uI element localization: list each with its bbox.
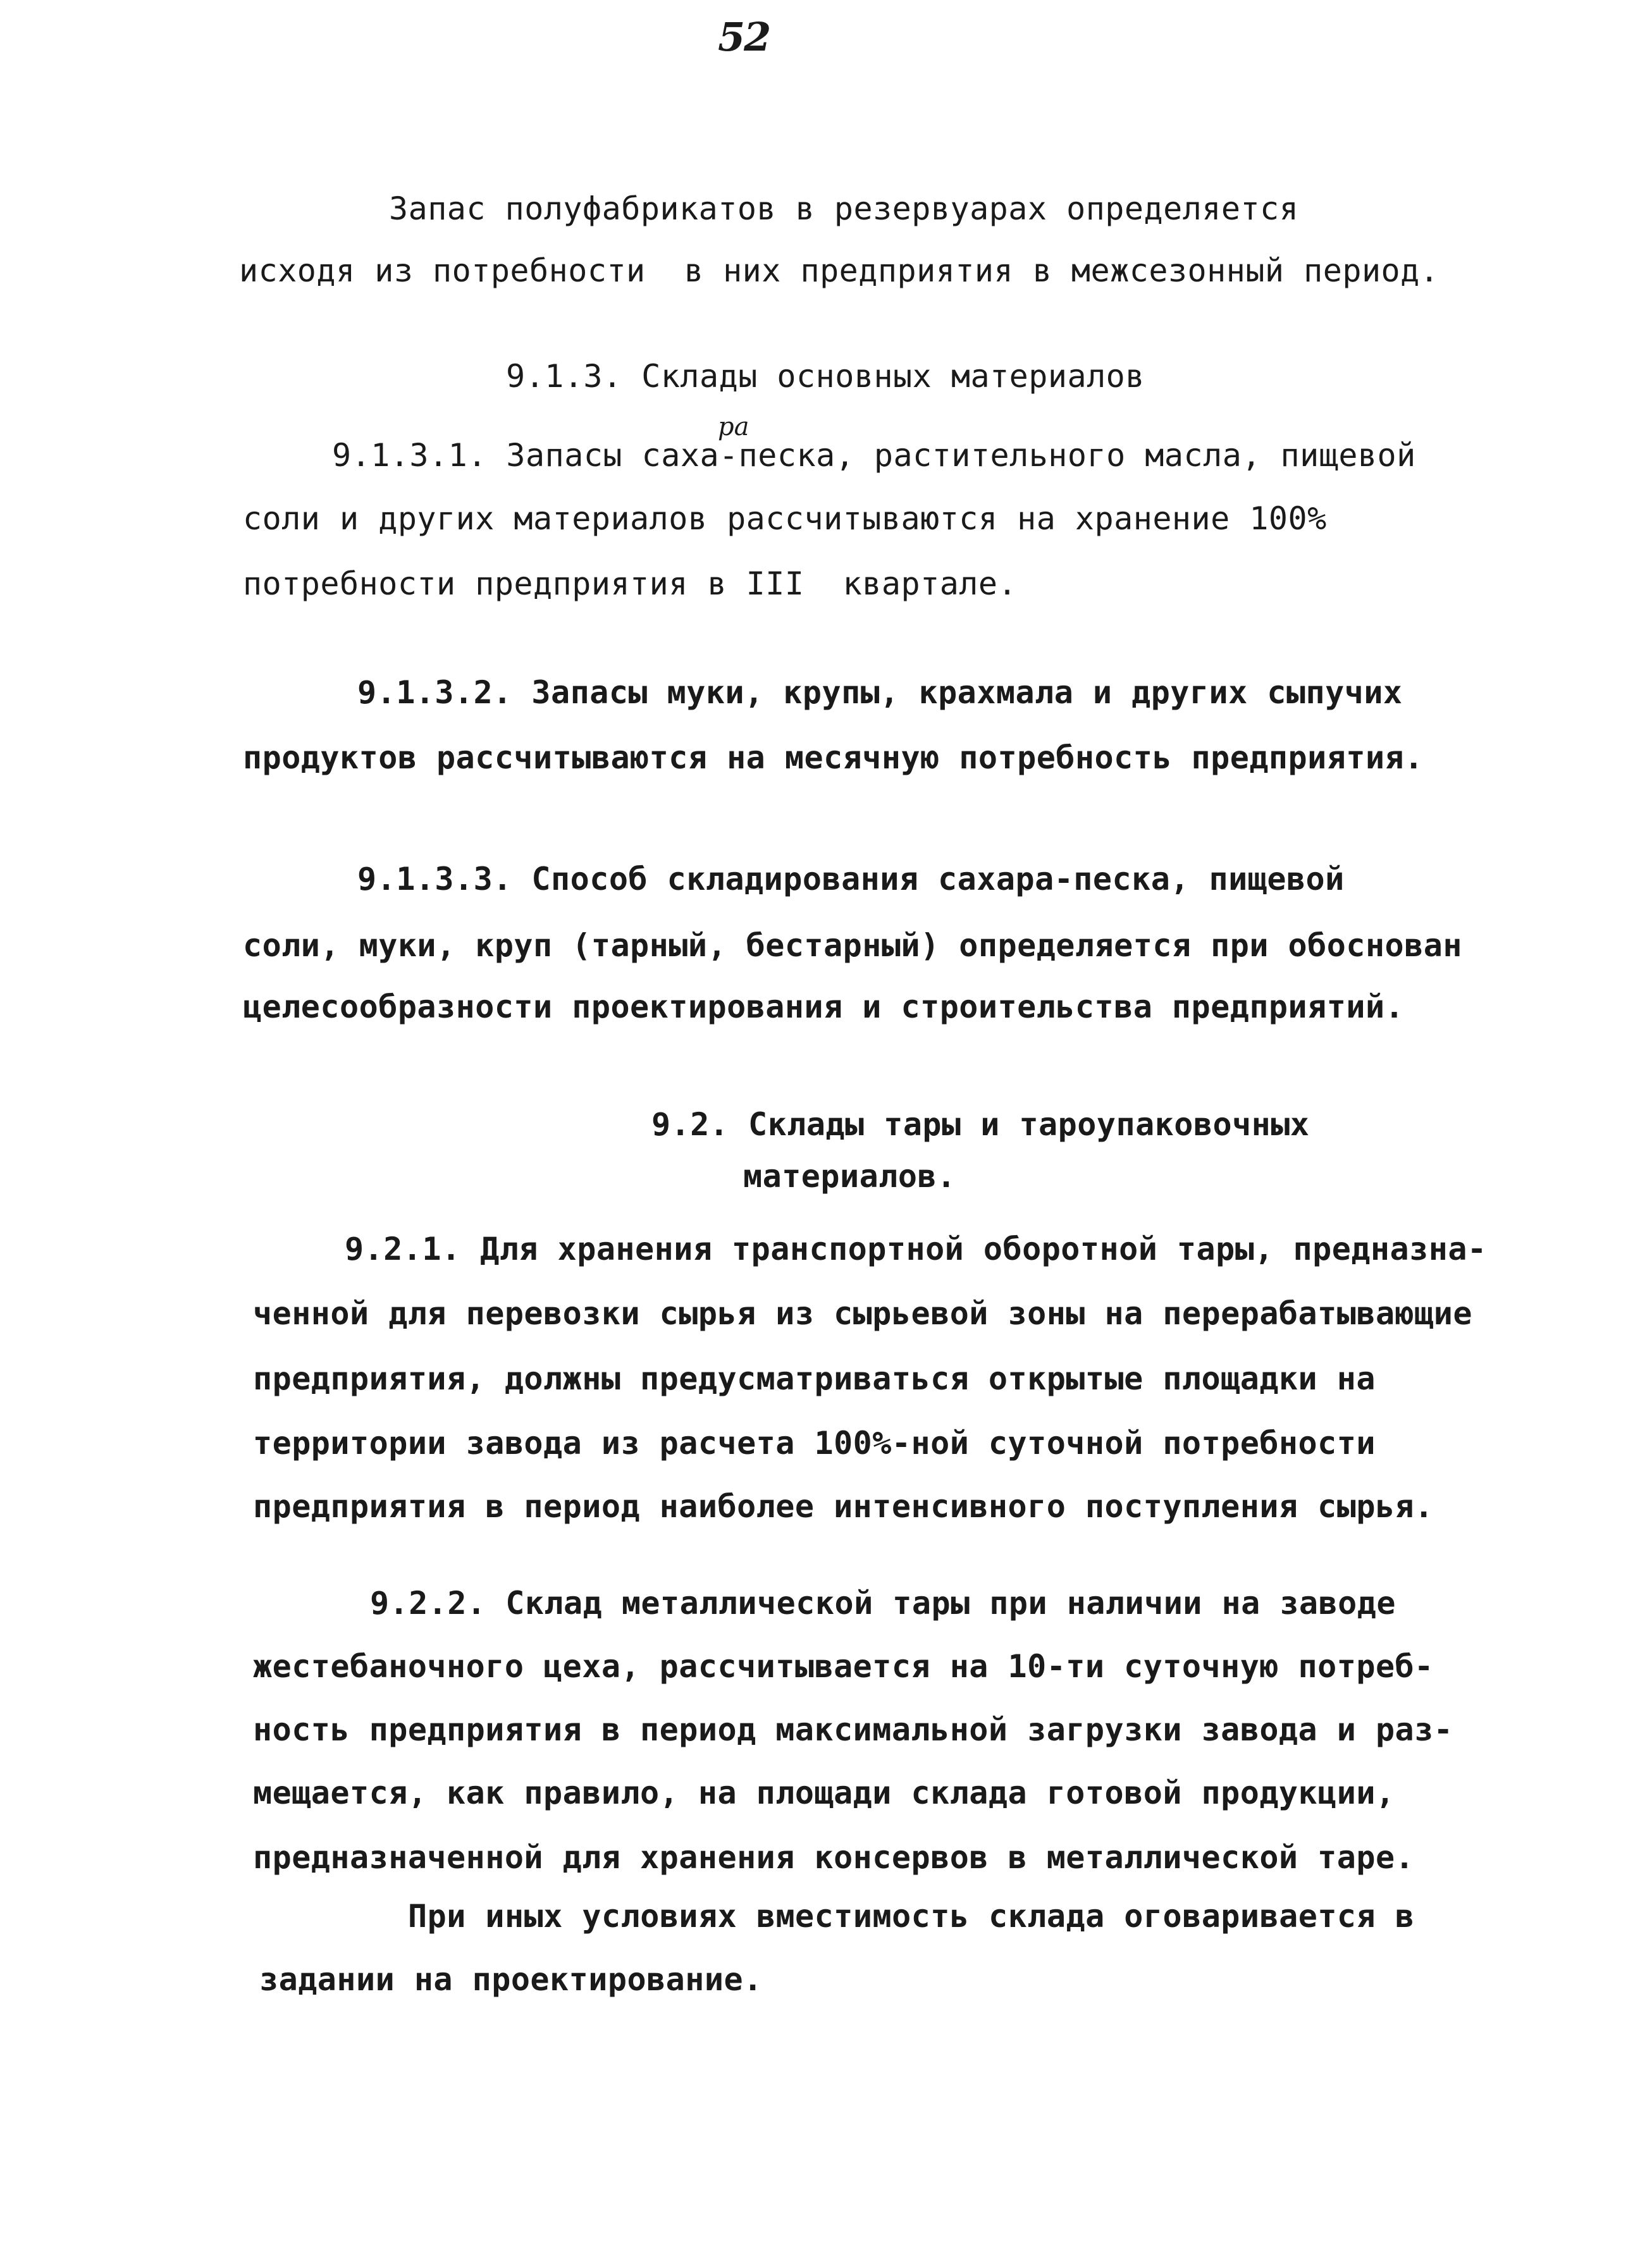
handwritten-insert: ра: [718, 412, 749, 441]
paragraph-line: предприятия, должны предусматриваться открытые площадки на: [253, 1360, 1376, 1397]
paragraph-line: 9.1.3.2. Запасы муки, крупы, крахмала и других сыпучих: [357, 674, 1403, 711]
paragraph-line: продуктов рассчитываются на месячную потребность предприятия.: [243, 739, 1424, 776]
paragraph-line: При иных условиях вместимость склада оговаривается в: [408, 1898, 1415, 1935]
paragraph-line: предназначенной для хранения консервов в металлической таре.: [253, 1839, 1415, 1876]
paragraph-line: 9.2.2. Склад металлической тары при наличии на заводе: [370, 1585, 1396, 1622]
paragraph-line: территории завода из расчета 100%-ной суточной потребности: [253, 1425, 1376, 1462]
paragraph-line: исходя из потребности в них предприятия в межсезонный период.: [239, 252, 1439, 289]
paragraph-line: задании на проектирование.: [259, 1961, 763, 1998]
paragraph-line: ченной для перевозки сырья из сырьевой зоны на перерабатывающие: [253, 1295, 1472, 1332]
paragraph-line: 9.2.1. Для хранения транспортной оборотной тары, предназна-: [345, 1231, 1487, 1267]
paragraph-line: жестебаночного цеха, рассчитывается на 10-ти суточную потреб-: [253, 1648, 1434, 1685]
paragraph-line: 9.1.3.1. Запасы саха-песка, растительного масла, пищевой: [332, 437, 1416, 474]
section-heading: 9.2. Склады тары и тароупаковочных: [651, 1106, 1310, 1143]
paragraph-line: соли, муки, круп (тарный, бестарный) определяется при обоснован: [243, 927, 1462, 964]
paragraph-line: ность предприятия в период максимальной загрузки завода и раз-: [253, 1711, 1453, 1748]
section-heading: 9.1.3. Склады основных материалов: [506, 358, 1145, 395]
paragraph-line: целесообразности проектирования и строительства предприятий.: [243, 988, 1405, 1025]
paragraph-line: 9.1.3.3. Способ складирования сахара-песка, пищевой: [357, 861, 1345, 897]
page-number: 52: [718, 14, 770, 60]
paragraph-line: соли и других материалов рассчитываются на хранение 100%: [243, 500, 1327, 537]
section-heading: материалов.: [743, 1158, 956, 1195]
paragraph-line: потребности предприятия в III квартале.: [243, 565, 1018, 602]
paragraph-line: предприятия в период наиболее интенсивного поступления сырья.: [253, 1488, 1434, 1525]
paragraph-line: Запас полуфабрикатов в резервуарах определяется: [389, 190, 1299, 227]
paragraph-line: мещается, как правило, на площади склада готовой продукции,: [253, 1775, 1395, 1811]
